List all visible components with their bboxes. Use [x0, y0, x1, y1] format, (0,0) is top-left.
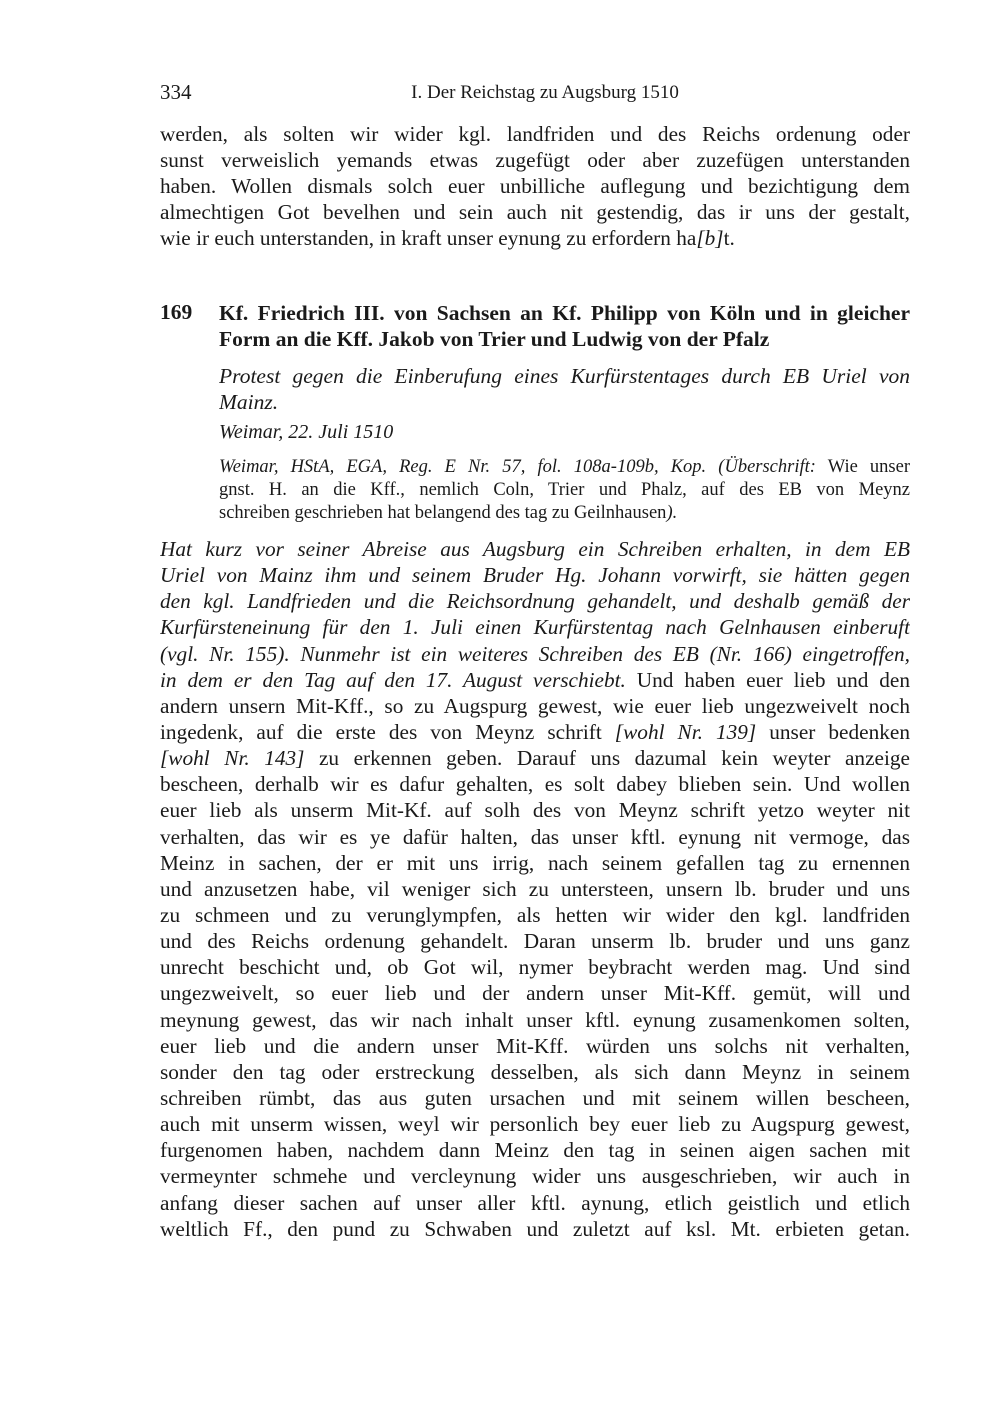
text-segment: andern unsern Mit-Kff., so zu Augspurg gewest, wie euer lieb ungezweivelt noch	[160, 693, 910, 718]
document-number: 169	[160, 300, 193, 324]
page-number: 334	[160, 80, 192, 104]
text-line	[219, 363, 910, 389]
text-line	[160, 562, 910, 588]
text-line	[160, 719, 910, 745]
text-line	[160, 1033, 910, 1059]
text-segment: Kf. Friedrich III. von Sachsen an Kf. Philipp von Köln und in gleicher	[219, 301, 910, 325]
text-segment: zu schmeen und zu verunglympfen, als hetten wir wider den kgl. landfriden	[160, 902, 910, 927]
text-line	[219, 300, 910, 326]
italic-segment: [wohl Nr. 143]	[160, 746, 305, 771]
running-title: I. Der Reichstag zu Augsburg 1510	[411, 82, 679, 103]
text-segment: Mainz.	[219, 390, 279, 415]
text-segment: ingedenk, auf die erste des von Meynz schrift	[160, 719, 615, 744]
text-line	[160, 980, 910, 1006]
document-regest	[219, 363, 910, 415]
text-line	[160, 173, 910, 199]
text-line	[160, 1007, 910, 1033]
text-segment: sonder den tag oder erstreckung desselben, als sich dann Meynz in seinem	[160, 1059, 910, 1084]
source-note	[219, 456, 910, 525]
text-line	[160, 614, 910, 640]
italic-segment: ).	[666, 503, 678, 523]
text-line	[160, 1085, 910, 1111]
italic-segment: Kurfürsteneinung für den 1. Juli einen Kurfürstentag nach Gelnhausen einberuft	[160, 615, 910, 640]
text-line	[219, 389, 910, 415]
text-line	[160, 1190, 910, 1216]
italic-segment: Hat kurz vor seiner Abreise aus Augsburg ein Schreiben erhalten, in dem EB	[160, 537, 910, 561]
text-segment: und anzusetzen habe, vil weniger sich zu untersteen, unsern lb. bruder und uns	[160, 876, 910, 901]
italic-segment: Weimar, HStA, EGA, Reg. E Nr. 57, fol. 108a-109b, Kop. (Überschrift:	[219, 457, 816, 477]
text-segment: t.	[723, 226, 735, 250]
text-line	[160, 199, 910, 225]
italic-segment: den kgl. Landfrieden und die Reichsordnung gehandelt, und deshalb gemäß der	[160, 589, 910, 614]
italic-segment: (vgl. Nr. 155). Nunmehr ist ein weiteres Schreiben des EB (Nr. 166) eingetroffen,	[160, 641, 910, 666]
text-line	[160, 1111, 910, 1137]
text-line	[160, 928, 910, 954]
text-segment: schreiben rümbt, das aus guten ursachen und mit seinem willen bescheen,	[160, 1085, 910, 1110]
italic-segment: Uriel von Mainz ihm und seinem Bruder Hg. Johann vorwirft, sie hätten gegen	[160, 563, 910, 588]
text-line	[160, 121, 910, 147]
italic-segment: [wohl Nr. 139]	[614, 719, 757, 744]
text-segment: Form an die Kff. Jakob von Trier und Ludwig von der Pfalz	[219, 327, 770, 352]
text-segment: furgenomen haben, nachdem dann Meinz den tag in seinen aigen sachen mit	[160, 1138, 910, 1163]
text-segment: weltlich Ff., den pund zu Schwaben und zuletzt auf ksl. Mt. erbieten getan.	[160, 1216, 910, 1241]
text-segment: werden, als solten wir wider kgl. landfriden und des Reichs ordenung oder	[160, 122, 910, 146]
text-segment: schreiben geschrieben hat belangend des tag zu Geilnhausen	[219, 503, 667, 523]
text-line	[160, 954, 910, 980]
text-segment: vermeynter schmehe und vercleynung wider uns ausgeschrieben, wir auch in	[160, 1164, 910, 1189]
text-line	[160, 902, 910, 928]
text-line	[160, 824, 910, 850]
text-line	[160, 1216, 910, 1242]
text-line	[160, 771, 910, 797]
italic-segment: in dem er den Tag auf den 17. August verschiebt.	[160, 667, 626, 692]
text-segment: sunst verweislich yemands etwas zugefügt oder aber zuzefügen unterstanden	[160, 148, 910, 172]
text-line	[160, 536, 910, 562]
text-line	[160, 667, 910, 693]
text-segment: und des Reichs ordenung gehandelt. Daran unserm lb. bruder und uns ganz	[160, 929, 910, 954]
text-segment: Und haben euer lieb und den	[625, 667, 910, 692]
text-segment: meynung gewest, das wir nach inhalt unser kftl. eynung zusamenkomen solten,	[160, 1007, 910, 1032]
text-line	[160, 588, 910, 614]
text-segment: gnst. H. an die Kff., nemlich Coln, Trier und Phalz, auf des EB von Meynz	[219, 480, 910, 500]
text-line	[160, 1059, 910, 1085]
text-line	[219, 456, 910, 479]
text-segment: Protest gegen die Einberufung eines Kurfürstentages durch EB Uriel von	[219, 364, 910, 388]
text-segment: almechtigen Got bevelhen und sein auch nit gestendig, das ir uns der gestalt,	[160, 200, 910, 224]
text-line	[160, 1137, 910, 1163]
document-date: Weimar, 22. Juli 1510	[219, 421, 394, 443]
text-segment: auch mit unserm wissen, weyl wir personlich bey euer lieb zu Augspurg gewest,	[160, 1112, 910, 1137]
text-line	[219, 326, 910, 352]
text-segment: zu erkennen geben. Darauf uns dazumal kein weyter anzeige	[304, 746, 910, 771]
text-segment: ungezweivelt, so euer lieb und der andern unser Mit-Kff. gemüt, will und	[160, 981, 910, 1006]
text-segment: bescheen, derhalb wir es dafur gehalten, es solt dabey blieben sein. Und wollen	[160, 772, 910, 797]
text-line	[160, 1163, 910, 1189]
text-segment: verhalten, das wir es ye dafür halten, das unser kftl. eynung nit vermoge, das	[160, 824, 910, 849]
text-segment: unrecht beschicht und, ob Got wil, nymer beybracht werden mag. Und sind	[160, 955, 910, 980]
text-segment: euer lieb als unserm Mit-Kf. auf solh des von Meynz schrift yetzo weyter nit	[160, 798, 910, 823]
text-segment: wie ir euch unterstanden, in kraft unser eynung zu erfordern ha	[160, 226, 697, 250]
document-heading	[219, 300, 910, 352]
text-segment: euer lieb und die andern unser Mit-Kff. würden uns solchs nit verhalten,	[160, 1033, 910, 1058]
text-line	[160, 876, 910, 902]
italic-segment: [b]	[696, 226, 724, 250]
document-text	[160, 536, 910, 1242]
text-segment: anfang dieser sachen auf unser aller kftl. aynung, etlich geistlich und etlich	[160, 1190, 910, 1215]
text-line	[160, 147, 910, 173]
text-segment: haben. Wollen dismals solch euer unbilliche auflegung und bezichtigung dem	[160, 174, 910, 198]
text-line	[160, 225, 910, 251]
text-line	[219, 502, 910, 525]
text-segment: unser bedenken	[756, 719, 910, 744]
text-segment: Wie unser	[815, 457, 910, 477]
text-line	[160, 745, 910, 771]
text-line	[160, 797, 910, 823]
text-line	[219, 479, 910, 502]
intro-paragraph	[160, 121, 910, 251]
text-segment: Meinz in sachen, der er mit uns irrig, nach seinem gefallen tag zu ernennen	[160, 850, 910, 875]
text-line	[160, 641, 910, 667]
text-line	[160, 693, 910, 719]
text-line	[160, 850, 910, 876]
